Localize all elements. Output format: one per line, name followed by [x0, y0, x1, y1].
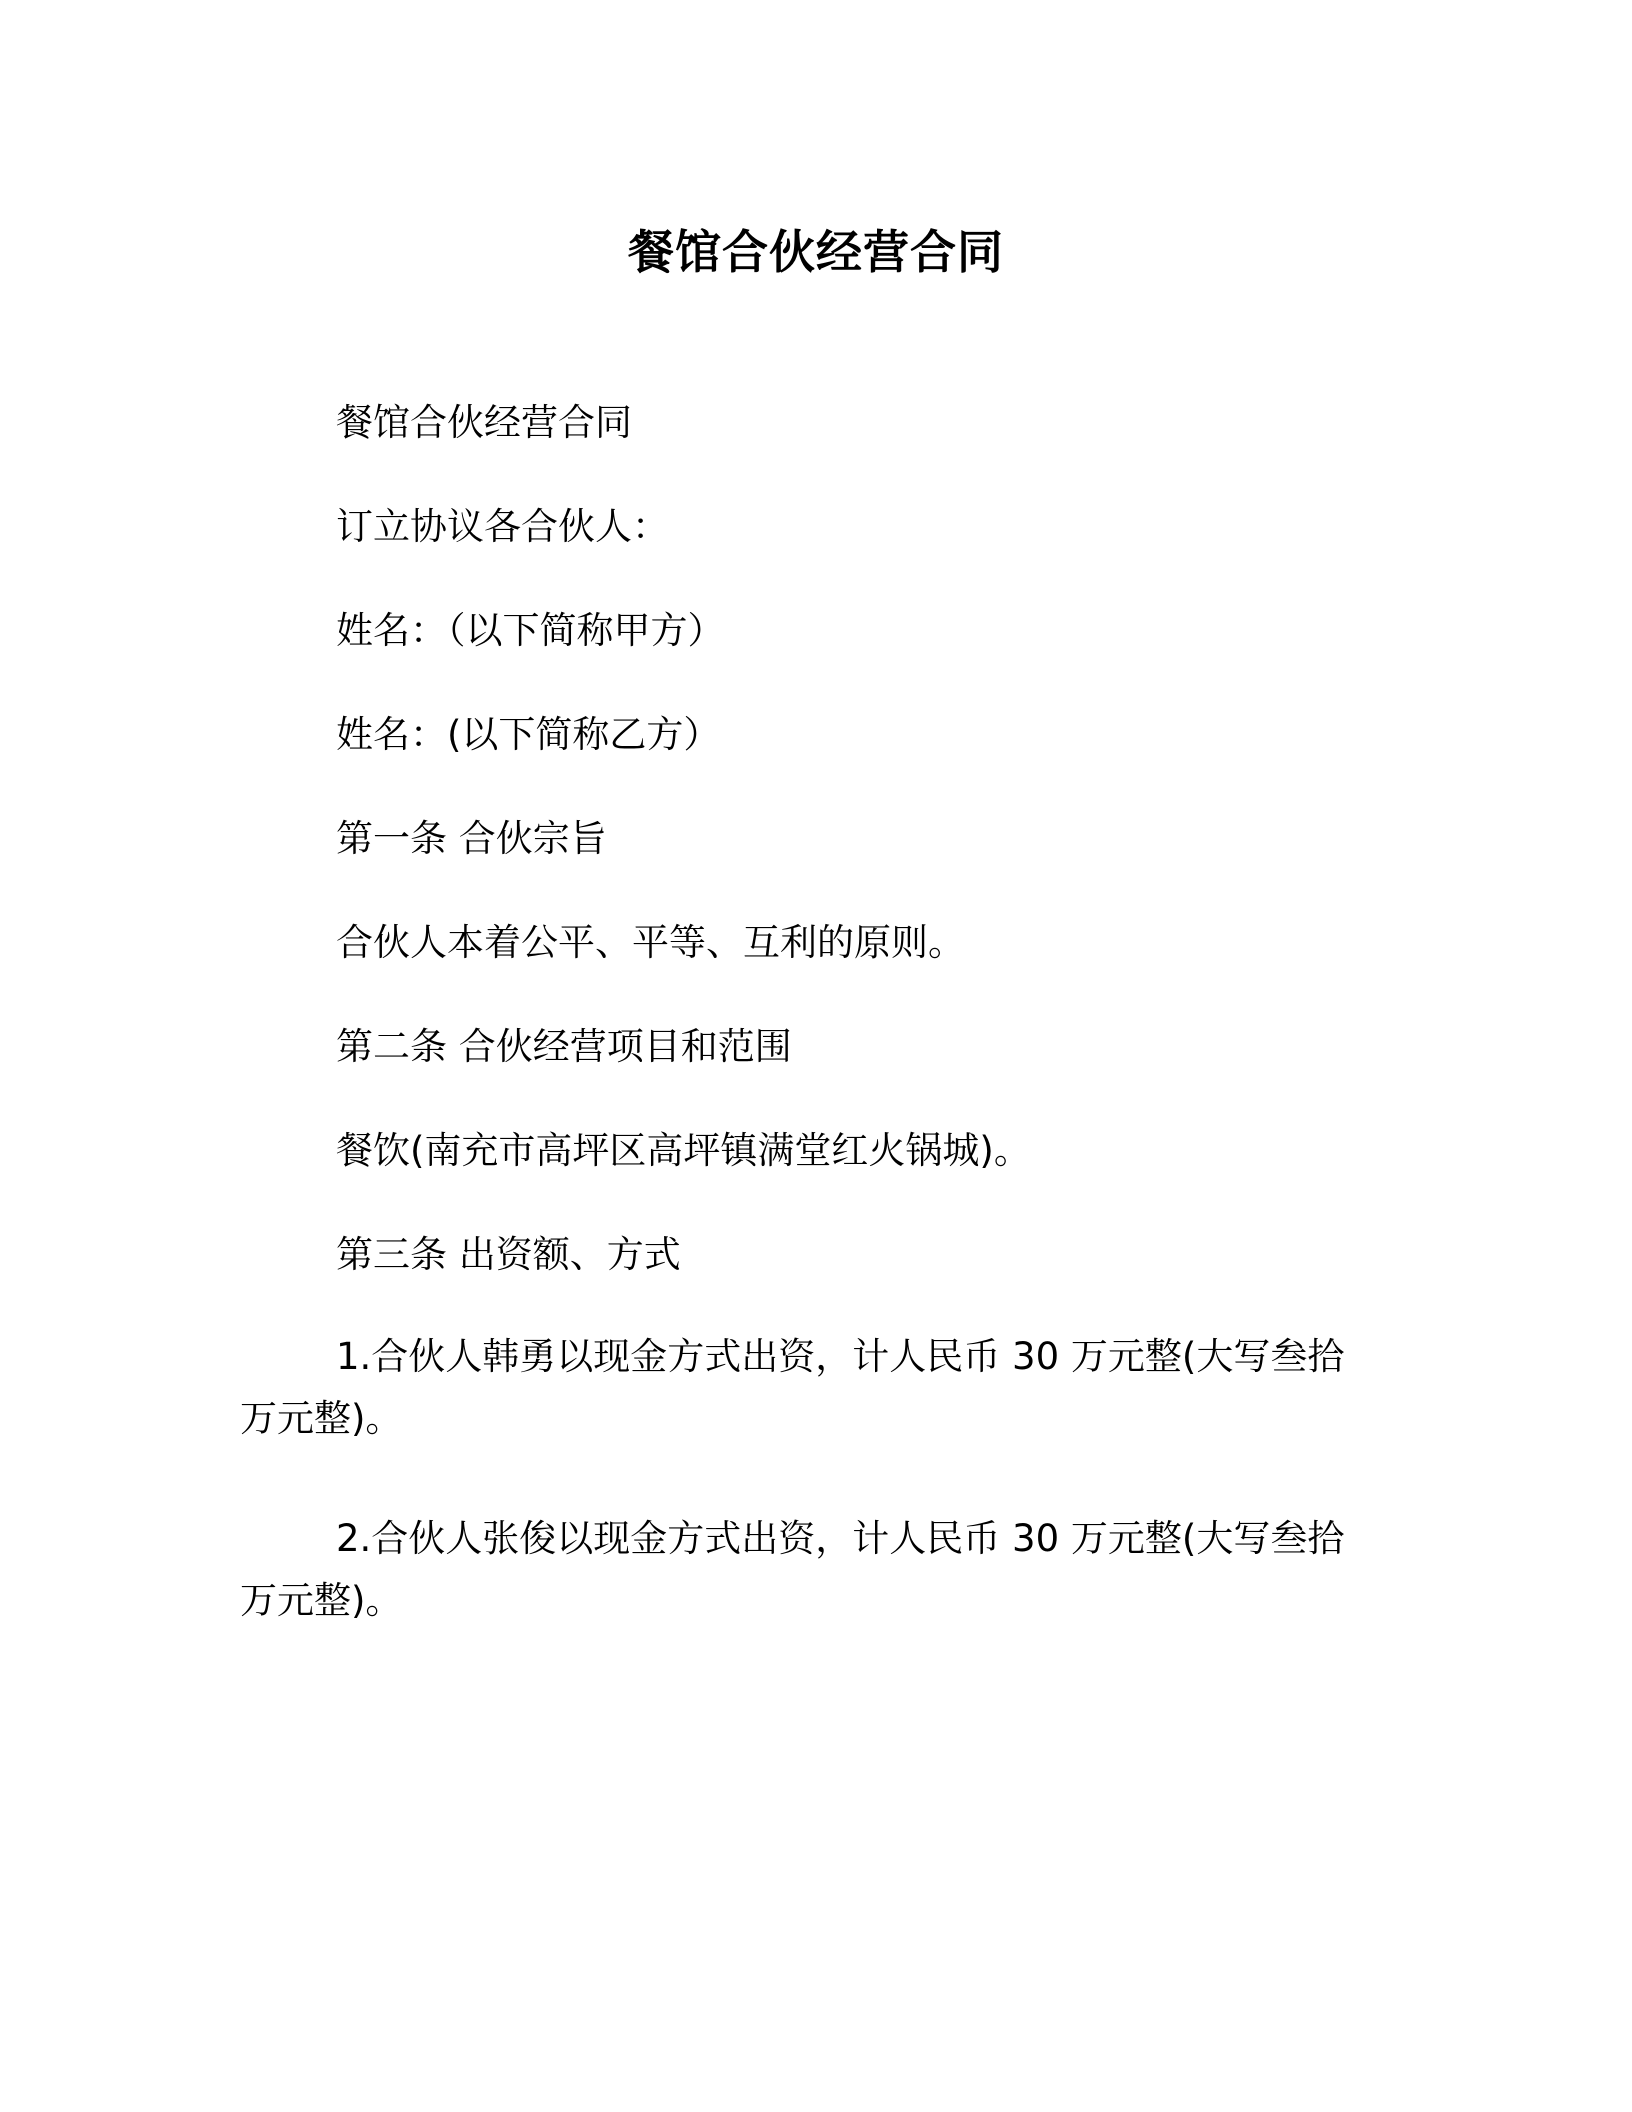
- subtitle-line: 餐馆合伙经营合同: [336, 401, 632, 444]
- parties-intro-line: 订立协议各合伙人：: [336, 505, 669, 548]
- article-3-heading: 第三条 出资额、方式: [336, 1233, 681, 1276]
- article-2-text: 餐饮(南充市高坪区高坪镇满堂红火锅城)。: [336, 1129, 1031, 1172]
- party-a-line: 姓名：（以下简称甲方）: [336, 609, 725, 652]
- contribution-paragraph-2: 2.合伙人张俊以现金方式出资，计人民币 30 万元整(大写叁拾万元整)。: [240, 1517, 1345, 1622]
- article-1-heading: 第一条 合伙宗旨: [336, 817, 607, 860]
- party-b-line: 姓名：(以下简称乙方）: [336, 713, 721, 756]
- article-1-text: 合伙人本着公平、平等、互利的原则。: [336, 921, 965, 964]
- article-2-heading: 第二条 合伙经营项目和范围: [336, 1025, 792, 1068]
- contribution-paragraph-1: 1.合伙人韩勇以现金方式出资，计人民币 30 万元整(大写叁拾万元整)。: [240, 1335, 1345, 1440]
- document-title: 餐馆合伙经营合同: [628, 225, 1004, 279]
